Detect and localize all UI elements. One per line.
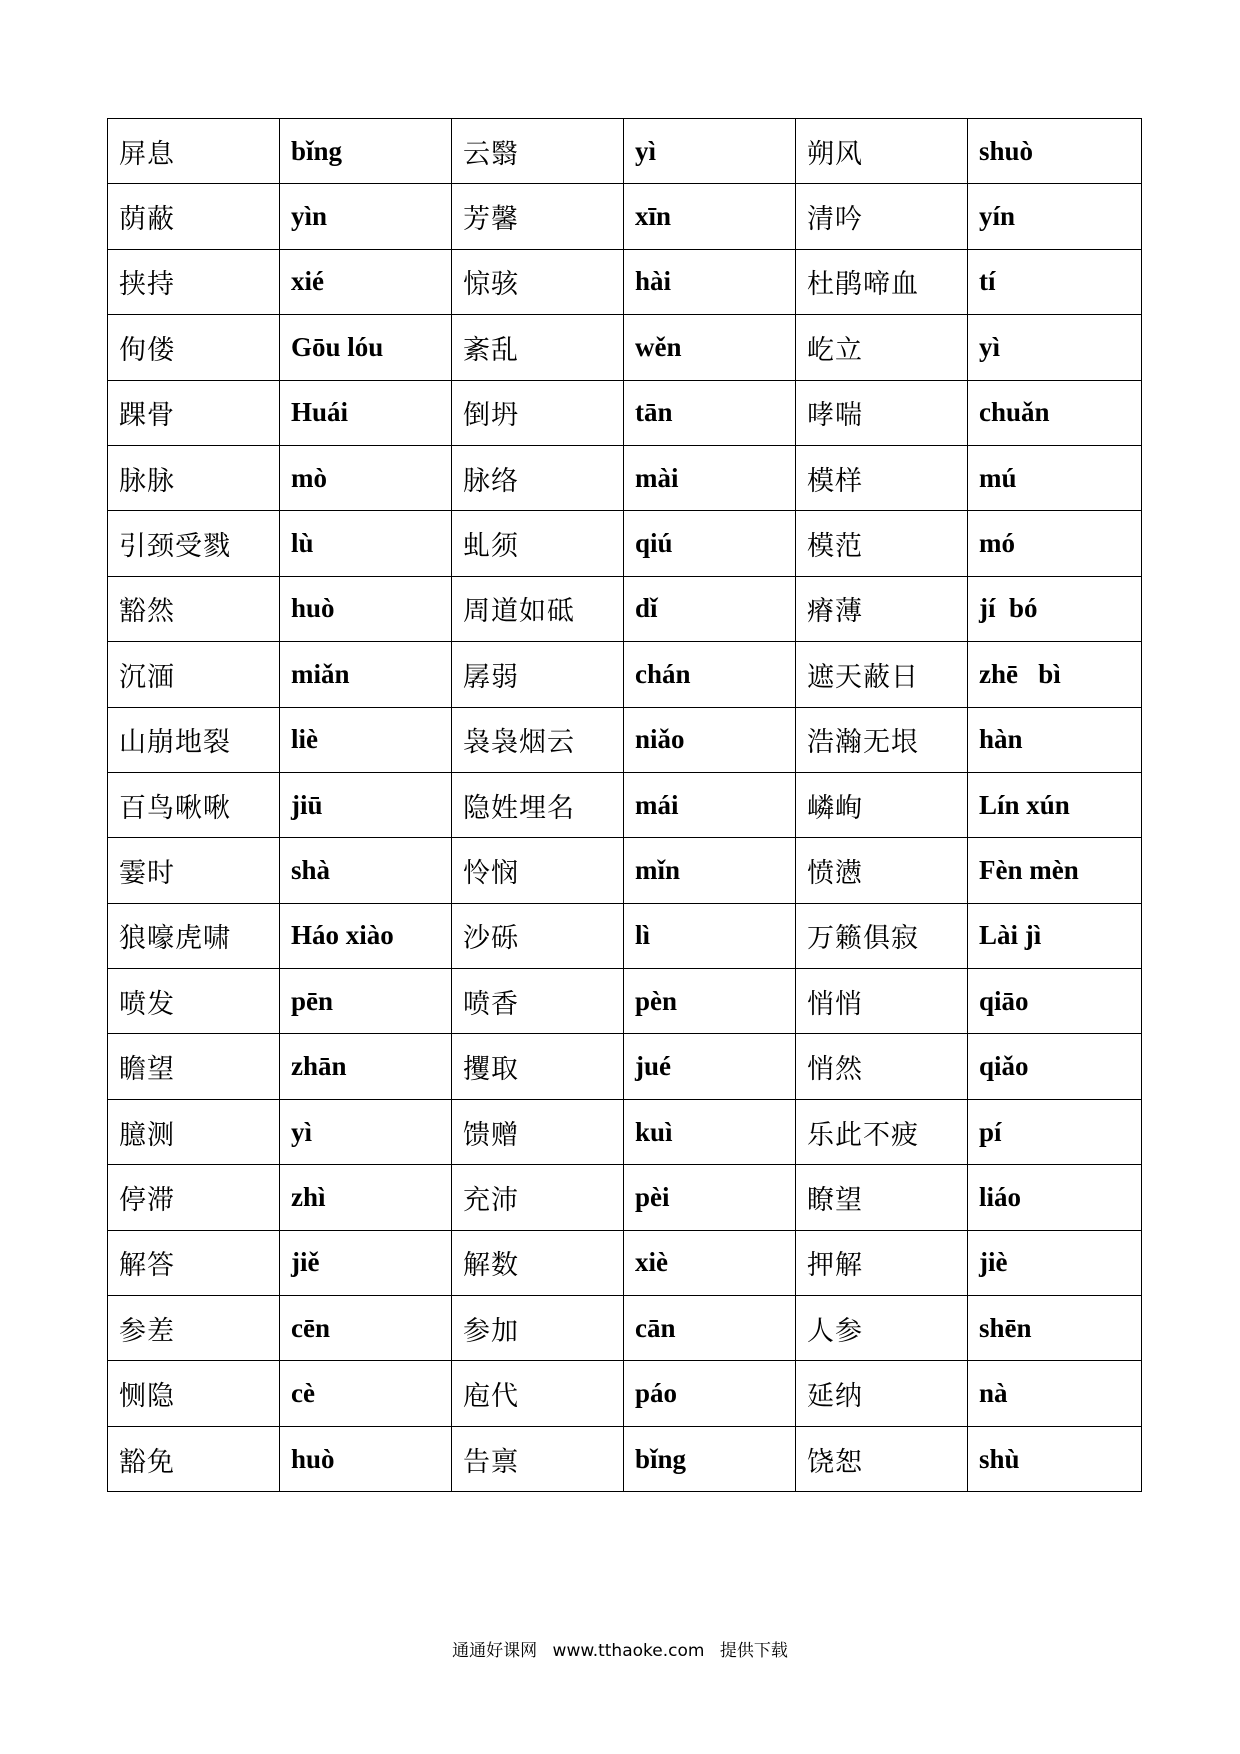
pinyin-cell: jiū <box>280 772 452 837</box>
word-cell: 人参 <box>796 1296 968 1361</box>
word-cell: 攫取 <box>452 1034 624 1099</box>
word-cell: 瘠薄 <box>796 576 968 641</box>
word-cell: 清吟 <box>796 184 968 249</box>
word-cell: 瞻望 <box>108 1034 280 1099</box>
table-row <box>108 1426 1142 1491</box>
vocabulary-table-body <box>108 119 1142 1492</box>
word-cell: 狼嚎虎啸 <box>108 903 280 968</box>
table-row <box>108 315 1142 380</box>
pinyin-cell: lì <box>624 903 796 968</box>
table-row <box>108 1034 1142 1099</box>
pinyin-cell: miǎn <box>280 642 452 707</box>
table-row <box>108 1230 1142 1295</box>
pinyin-cell: páo <box>624 1361 796 1426</box>
table-row <box>108 838 1142 903</box>
pinyin-cell: zhān <box>280 1034 452 1099</box>
word-cell: 瞭望 <box>796 1165 968 1230</box>
word-cell: 脉脉 <box>108 445 280 510</box>
pinyin-cell: mú <box>968 445 1142 510</box>
word-cell: 模范 <box>796 511 968 576</box>
word-cell: 恻隐 <box>108 1361 280 1426</box>
word-cell: 朔风 <box>796 119 968 184</box>
word-cell: 百鸟啾啾 <box>108 772 280 837</box>
word-cell: 庖代 <box>452 1361 624 1426</box>
word-cell: 倒坍 <box>452 380 624 445</box>
word-cell: 馈赠 <box>452 1099 624 1164</box>
table-row <box>108 445 1142 510</box>
pinyin-cell: bǐng <box>624 1426 796 1491</box>
footer-site-name: 通通好课网 <box>452 1641 538 1661</box>
table-row <box>108 380 1142 445</box>
table-row <box>108 1099 1142 1164</box>
pinyin-cell: mǐn <box>624 838 796 903</box>
word-cell: 惊骇 <box>452 249 624 314</box>
pinyin-cell: Lài jì <box>968 903 1142 968</box>
footer-note: 提供下载 <box>719 1641 788 1661</box>
pinyin-cell: mài <box>624 445 796 510</box>
pinyin-cell: cēn <box>280 1296 452 1361</box>
word-cell: 乐此不疲 <box>796 1099 968 1164</box>
word-cell: 孱弱 <box>452 642 624 707</box>
table-row <box>108 1361 1142 1426</box>
pinyin-cell: mái <box>624 772 796 837</box>
word-cell: 押解 <box>796 1230 968 1295</box>
pinyin-cell: yìn <box>280 184 452 249</box>
table-row <box>108 1165 1142 1230</box>
pinyin-cell: tān <box>624 380 796 445</box>
word-cell: 挟持 <box>108 249 280 314</box>
word-cell: 解数 <box>452 1230 624 1295</box>
word-cell: 荫蔽 <box>108 184 280 249</box>
word-cell: 充沛 <box>452 1165 624 1230</box>
pinyin-cell: yì <box>280 1099 452 1164</box>
table-row <box>108 184 1142 249</box>
word-cell: 霎时 <box>108 838 280 903</box>
word-cell: 山崩地裂 <box>108 707 280 772</box>
pinyin-cell: zhì <box>280 1165 452 1230</box>
pinyin-cell: mò <box>280 445 452 510</box>
word-cell: 芳馨 <box>452 184 624 249</box>
word-cell: 沉湎 <box>108 642 280 707</box>
table-row <box>108 249 1142 314</box>
table-row <box>108 1296 1142 1361</box>
pinyin-cell: qiú <box>624 511 796 576</box>
word-cell: 豁免 <box>108 1426 280 1491</box>
word-cell: 脉络 <box>452 445 624 510</box>
pinyin-cell: nà <box>968 1361 1142 1426</box>
word-cell: 沙砾 <box>452 903 624 968</box>
pinyin-cell: pèn <box>624 969 796 1034</box>
pinyin-cell: jiè <box>968 1230 1142 1295</box>
word-cell: 悄悄 <box>796 969 968 1034</box>
footer-url[interactable]: www.tthaoke.com <box>552 1641 705 1661</box>
pinyin-cell: Gōu lóu <box>280 315 452 380</box>
word-cell: 紊乱 <box>452 315 624 380</box>
word-cell: 遮天蔽日 <box>796 642 968 707</box>
word-cell: 引颈受戮 <box>108 511 280 576</box>
pinyin-cell: pèi <box>624 1165 796 1230</box>
word-cell: 虬须 <box>452 511 624 576</box>
pinyin-cell: tí <box>968 249 1142 314</box>
pinyin-cell: yì <box>968 315 1142 380</box>
pinyin-cell: hài <box>624 249 796 314</box>
word-cell: 浩瀚无垠 <box>796 707 968 772</box>
word-cell: 佝偻 <box>108 315 280 380</box>
word-cell: 喷发 <box>108 969 280 1034</box>
pinyin-cell: jiě <box>280 1230 452 1295</box>
word-cell: 豁然 <box>108 576 280 641</box>
table-row <box>108 969 1142 1034</box>
word-cell: 周道如砥 <box>452 576 624 641</box>
pinyin-cell: wěn <box>624 315 796 380</box>
pinyin-cell: pí <box>968 1099 1142 1164</box>
pinyin-cell: mó <box>968 511 1142 576</box>
word-cell: 怜悯 <box>452 838 624 903</box>
pinyin-cell: Fèn mèn <box>968 838 1142 903</box>
pinyin-cell: shà <box>280 838 452 903</box>
word-cell: 告禀 <box>452 1426 624 1491</box>
word-cell: 愤懑 <box>796 838 968 903</box>
pinyin-cell: shuò <box>968 119 1142 184</box>
pinyin-cell: jí bó <box>968 576 1142 641</box>
pinyin-cell: cān <box>624 1296 796 1361</box>
pinyin-cell: hàn <box>968 707 1142 772</box>
word-cell: 参差 <box>108 1296 280 1361</box>
word-cell: 参加 <box>452 1296 624 1361</box>
pinyin-cell: chuǎn <box>968 380 1142 445</box>
pinyin-cell: zhē bì <box>968 642 1142 707</box>
word-cell: 嶙峋 <box>796 772 968 837</box>
pinyin-cell: yín <box>968 184 1142 249</box>
word-cell: 云翳 <box>452 119 624 184</box>
word-cell: 屹立 <box>796 315 968 380</box>
word-cell: 隐姓埋名 <box>452 772 624 837</box>
pinyin-cell: shēn <box>968 1296 1142 1361</box>
pinyin-cell: qiāo <box>968 969 1142 1034</box>
pinyin-cell: lù <box>280 511 452 576</box>
table-row <box>108 642 1142 707</box>
pinyin-cell: liè <box>280 707 452 772</box>
word-cell: 踝骨 <box>108 380 280 445</box>
word-cell: 杜鹃啼血 <box>796 249 968 314</box>
pinyin-cell: cè <box>280 1361 452 1426</box>
pinyin-cell: jué <box>624 1034 796 1099</box>
table-row <box>108 119 1142 184</box>
pinyin-cell: niǎo <box>624 707 796 772</box>
pinyin-cell: Lín xún <box>968 772 1142 837</box>
pinyin-cell: dǐ <box>624 576 796 641</box>
word-cell: 万籁俱寂 <box>796 903 968 968</box>
word-cell: 袅袅烟云 <box>452 707 624 772</box>
word-cell: 停滞 <box>108 1165 280 1230</box>
table-row <box>108 511 1142 576</box>
table-row <box>108 903 1142 968</box>
pinyin-cell: bǐng <box>280 119 452 184</box>
vocabulary-table <box>107 118 1142 1492</box>
pinyin-cell: pēn <box>280 969 452 1034</box>
pinyin-cell: yì <box>624 119 796 184</box>
pinyin-cell: liáo <box>968 1165 1142 1230</box>
pinyin-cell: qiǎo <box>968 1034 1142 1099</box>
pinyin-cell: shù <box>968 1426 1142 1491</box>
table-row <box>108 576 1142 641</box>
pinyin-cell: xiè <box>624 1230 796 1295</box>
pinyin-cell: xīn <box>624 184 796 249</box>
pinyin-cell: chán <box>624 642 796 707</box>
page-footer <box>0 1636 1240 1661</box>
word-cell: 延纳 <box>796 1361 968 1426</box>
word-cell: 屏息 <box>108 119 280 184</box>
pinyin-cell: kuì <box>624 1099 796 1164</box>
pinyin-cell: Háo xiào <box>280 903 452 968</box>
word-cell: 模样 <box>796 445 968 510</box>
pinyin-cell: Huái <box>280 380 452 445</box>
table-row <box>108 772 1142 837</box>
word-cell: 饶恕 <box>796 1426 968 1491</box>
word-cell: 哮喘 <box>796 380 968 445</box>
pinyin-cell: xié <box>280 249 452 314</box>
word-cell: 悄然 <box>796 1034 968 1099</box>
word-cell: 解答 <box>108 1230 280 1295</box>
pinyin-cell: huò <box>280 1426 452 1491</box>
pinyin-cell: huò <box>280 576 452 641</box>
word-cell: 喷香 <box>452 969 624 1034</box>
word-cell: 臆测 <box>108 1099 280 1164</box>
table-row <box>108 707 1142 772</box>
